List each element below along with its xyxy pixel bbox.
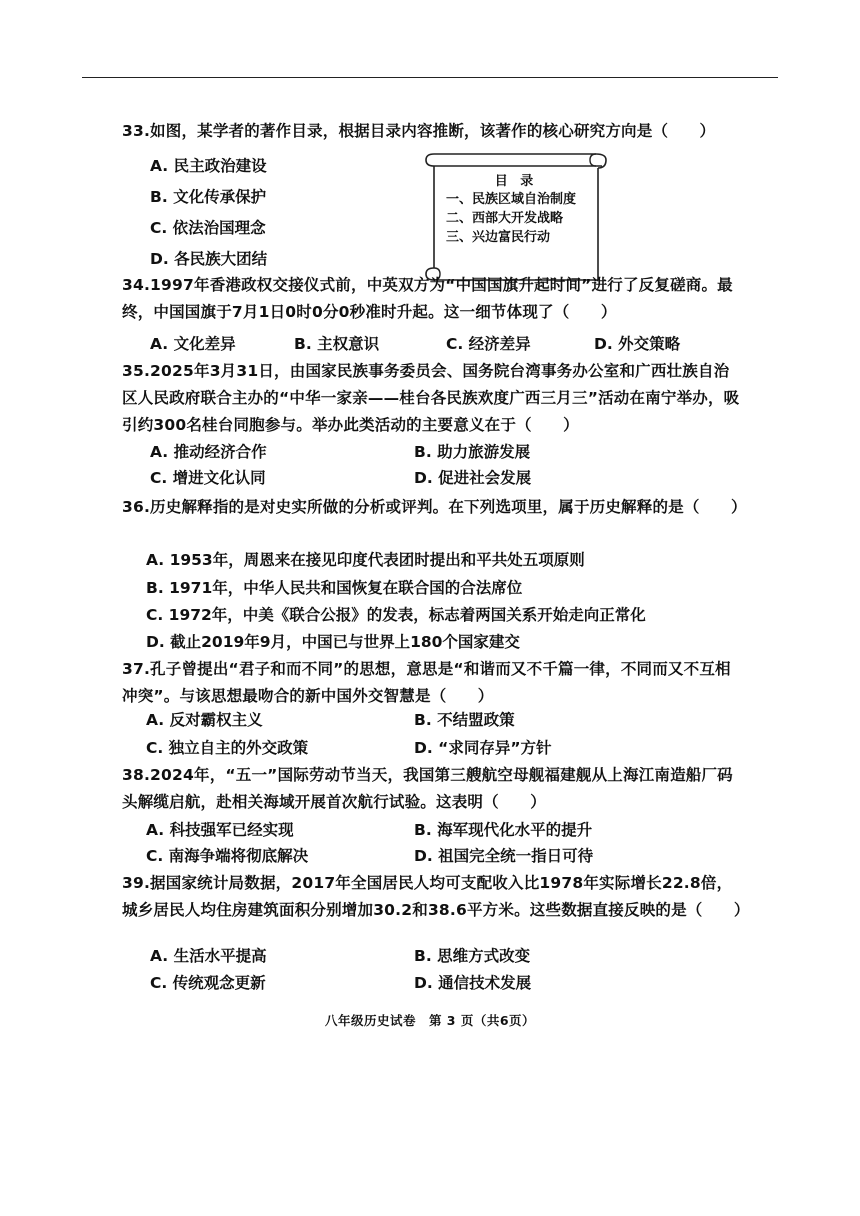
question-33-option-a: A. 民主政治建设 — [150, 157, 267, 175]
question-33-option-d: D. 各民族大团结 — [150, 250, 268, 268]
question-37-option-c: C. 独立自主的外交政策 — [146, 739, 309, 757]
catalog-item-3: 三、兴边富民行动 — [446, 230, 551, 245]
catalog-item-2: 二、西部大开发战略 — [446, 211, 564, 226]
question-34-option-c: C. 经济差异 — [446, 335, 531, 353]
question-37-option-d: D. “求同存异”方针 — [414, 739, 552, 757]
question-36-option-c: C. 1972年，中美《联合公报》的发表，标志着两国关系开始走向正常化 — [146, 606, 646, 624]
question-36-option-a: A. 1953年，周恩来在接见印度代表团时提出和平共处五项原则 — [146, 551, 585, 569]
question-39-option-b: B. 思维方式改变 — [414, 947, 531, 965]
question-36-stem: 36.历史解释指的是对史实所做的分析或评判。在下列选项里，属于历史解释的是（ ） — [122, 498, 747, 516]
question-33-stem: 33.如图，某学者的著作目录，根据目录内容推断，该著作的核心研究方向是（ ） — [122, 122, 716, 140]
question-38-option-b: B. 海军现代化水平的提升 — [414, 821, 593, 839]
page-footer: 八年级历史试卷 第 3 页（共6页） — [324, 1013, 536, 1028]
question-39-option-c: C. 传统观念更新 — [150, 974, 266, 992]
question-34-option-a: A. 文化差异 — [150, 335, 236, 353]
question-37-option-a: A. 反对霸权主义 — [146, 711, 263, 729]
question-38-stem: 38.2024年，“五一”国际劳动节当天，我国第三艘航空母舰福建舰从上海江南造船厂码头解缆启航，赴相关海域开展首次航行试验。这表明（ ） — [122, 766, 733, 811]
catalog-title: 目 录 — [494, 174, 538, 189]
question-36-option-b: B. 1971年，中华人民共和国恢复在联合国的合法席位 — [146, 579, 523, 597]
question-35-option-d: D. 促进社会发展 — [414, 469, 532, 487]
question-37-option-b: B. 不结盟政策 — [414, 711, 515, 729]
question-35-option-a: A. 推动经济合作 — [150, 443, 267, 461]
question-35-option-b: B. 助力旅游发展 — [414, 443, 531, 461]
question-39-stem: 39.据国家统计局数据，2017年全国居民人均可支配收入比1978年实际增长22.8倍，城乡居民人均住房建筑面积分别增加30.2和38.6平方米。这些数据直接反映的是（ ） — [122, 874, 750, 919]
question-38-option-d: D. 祖国完全统一指日可待 — [414, 847, 594, 865]
question-39-option-a: A. 生活水平提高 — [150, 947, 267, 965]
question-34-option-d: D. 外交策略 — [594, 335, 681, 353]
question-36-option-d: D. 截止2019年9月，中国已与世界上180个国家建交 — [146, 633, 520, 651]
question-39-option-d: D. 通信技术发展 — [414, 974, 532, 992]
question-38-option-c: C. 南海争端将彻底解决 — [146, 847, 309, 865]
catalog-scroll-figure — [424, 146, 608, 286]
question-34-option-b: B. 主权意识 — [294, 335, 380, 353]
question-33-option-b: B. 文化传承保护 — [150, 188, 267, 206]
question-35-option-c: C. 增进文化认同 — [150, 469, 266, 487]
question-34-stem: 34.1997年香港政权交接仪式前，中英双方为“中国国旗升起时间”进行了反复磋商。最终，中国国旗于7月1日0时0分0秒准时升起。这一细节体现了（ ） — [122, 276, 733, 321]
question-35-stem: 35.2025年3月31日，由国家民族事务委员会、国务院台湾事务办公室和广西壮族自治区人民政府联合主办的“中华一家亲——桂台各民族欢度广西三月三”活动在南宁举办，吸引约300名桂台同胞参与。举办此类活动的主要意义在于（ ） — [122, 362, 740, 434]
catalog-item-1: 一、民族区域自治制度 — [446, 192, 577, 207]
question-38-option-a: A. 科技强军已经实现 — [146, 821, 294, 839]
question-33-option-c: C. 依法治国理念 — [150, 219, 266, 237]
question-37-stem: 37.孔子曾提出“君子和而不同”的思想，意思是“和谐而又不千篇一律，不同而又不互相冲突”。与该思想最吻合的新中国外交智慧是（ ） — [122, 660, 731, 705]
